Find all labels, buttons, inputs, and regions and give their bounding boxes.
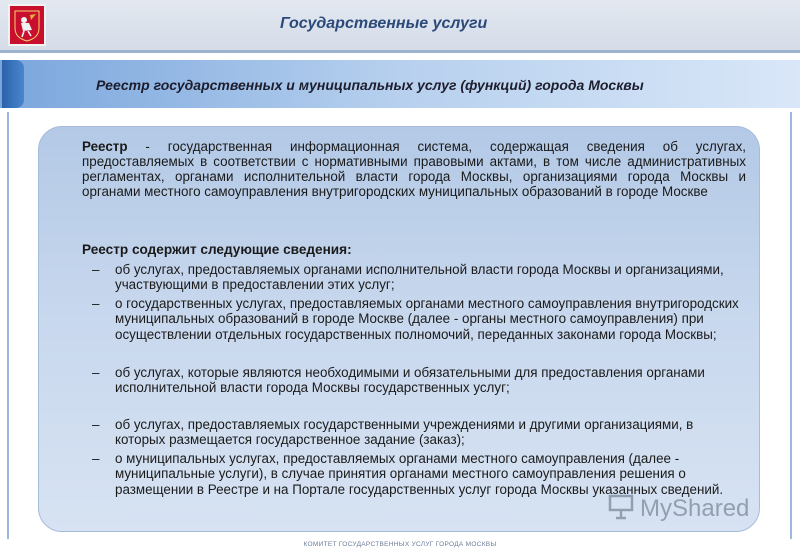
page-header-title: Государственные услуги (280, 15, 488, 32)
list-bullet: – (92, 417, 100, 432)
list-bullet: – (92, 262, 100, 277)
list-item: о государственных услугах, предоставляемых органами местного самоуправления внутригородских муниципальных образований в городе Москве (далее - органы местного самоуправления) при осуществлении отдельных государственных полномочий, переданных законами города Москвы; (115, 296, 739, 342)
presentation-board-icon (608, 493, 634, 526)
list-bullet: – (92, 365, 100, 380)
intro-term: Реестр (82, 139, 128, 154)
list-bullet: – (92, 296, 100, 311)
footer-caption: КОМИТЕТ ГОСУДАРСТВЕННЫХ УСЛУГ ГОРОДА МОСКВЫ (303, 541, 497, 548)
list-item: об услугах, которые являются необходимыми и обязательными для предоставления органами исполнительной власти города Москвы государственных услуг; (115, 365, 705, 396)
list-bullet: – (92, 451, 100, 466)
moscow-coat-of-arms-icon (8, 4, 46, 46)
list-heading: Реестр содержит следующие сведения: (82, 242, 352, 257)
intro-paragraph (82, 139, 746, 199)
list-item: о муниципальных услугах, предоставляемых органами местного самоуправления (далее - муниципальные услуги), в случае принятия органами местного самоуправления решения о размещении в Реестре и на Портале государственных услуг города Москвы указанных сведений. (115, 451, 724, 497)
intro-definition: - государственная информационная система, содержащая сведения об услугах, предоставляемых в соответствии с нормативными правовыми актами, в том числе административных регламентах, органами исполнительной власти города Москвы, организациями города Москвы и органами местного самоуправления внутригородских муниципальных образований в городе Москве (82, 139, 746, 199)
section-title: Реестр государственных и муниципальных услуг (функций) города Москвы (96, 77, 644, 93)
list-item: об услугах, предоставляемых государственными учреждениями и другими организациями, в которых размещается государственное задание (заказ); (115, 417, 694, 448)
watermark-text: MyShared (640, 495, 750, 522)
header-divider (0, 50, 800, 53)
left-border-line (7, 112, 9, 539)
watermark (608, 494, 768, 524)
banner-accent-tab (2, 60, 24, 108)
list-item: об услугах, предоставляемых органами исполнительной власти города Москвы и организациями, участвующими в предоставлении этих услуг; (115, 262, 724, 293)
right-border-line (790, 112, 792, 539)
